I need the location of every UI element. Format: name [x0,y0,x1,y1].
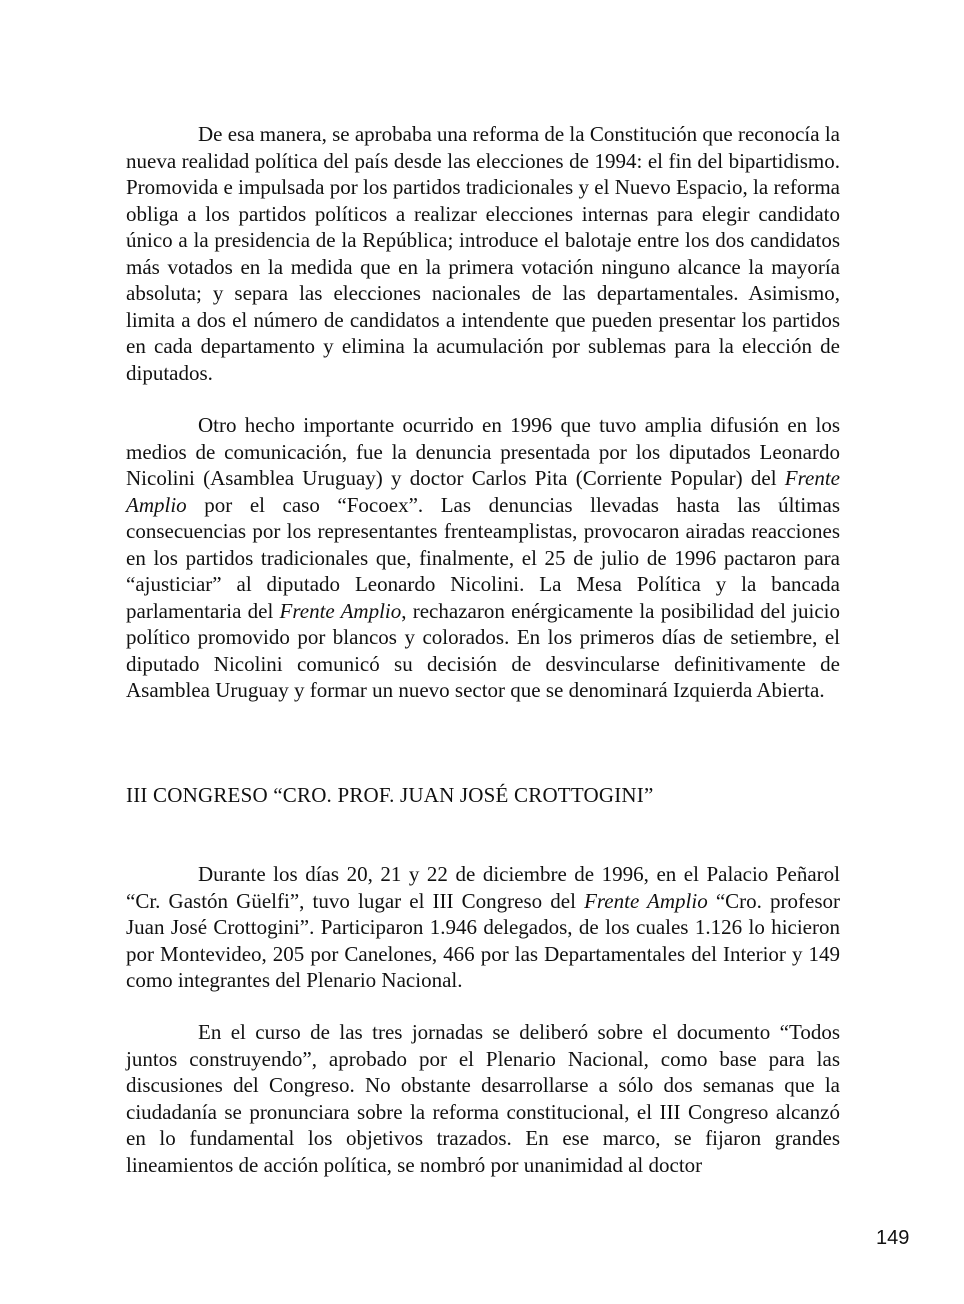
paragraph-jornadas [126,1019,840,1178]
section-heading: III CONGRESO “CRO. PROF. JUAN JOSÉ CROTTOGINI” [126,783,654,807]
text-run: , rechazaron enérgicamente la posibilidad del juicio político promovido por blancos y colorados. En los primeros días de setiembre, el diputado Nicolini comunicó su decisión de desvincularse definitivamente de Asamblea Uruguay y formar un nuevo sector que se denominará Izquierda Abierta. [126,598,840,702]
paragraph-text: De esa manera, se aprobaba una reforma de la Constitución que reconocía la nueva realidad política del país desde las elecciones de 1994: el fin del bipartidismo. Promovida e impulsada por los partidos tradicionales y el Nuevo Espacio, la reforma obliga a los partidos políticos a realizar elecciones internas para elegir candidato único a la presidencia de la República; introduce el balotaje entre los dos candidatos más votados en la medida que en la primera votación ninguno alcance la mayoría absoluta; y separa las elecciones nacionales de las departamentales. Asimismo, limita a dos el número de candidatos a intendente que pueden presentar los partidos en cada departamento y elimina la acumulación por sublemas para la elección de diputados. [126,122,840,385]
italic-party-name: Frente Amplio [279,598,402,623]
paragraph-caso-focoex [126,412,840,704]
text-run: Otro hecho importante ocurrido en 1996 que tuvo amplia difusión en los medios de comunicación, fue la denuncia presentada por los diputados Leonardo Nicolini (Asamblea Uruguay) y doctor Carlos Pita (Corriente Popular) del [126,413,840,490]
italic-party-name: Frente Amplio [584,888,708,913]
text-run: por el caso “Focoex”. Las denuncias llevadas hasta las últimas consecuencias por los representantes frenteamplistas, provocaron airadas reacciones en los partidos tradicionales que, finalmente, el 25 de julio de 1996 pactaron para “ajusticiar” al diputado Leonardo Nicolini. La Mesa Política y la bancada parlamentaria del [126,492,840,623]
paragraph-iii-congreso [126,861,840,994]
paragraph-text: En el curso de las tres jornadas se deliberó sobre el documento “Todos juntos construyendo”, aprobado por el Plenario Nacional, como base para las discusiones del Congreso. No obstante desarrollarse a sólo dos semanas que la ciudadanía se pronunciara sobre la reforma constitucional, el III Congreso alcanzó en lo fundamental los objetivos trazados. En ese marco, se fijaron grandes lineamientos de acción política, se nombró por unanimidad al doctor [126,1020,840,1177]
text-run: “Cro. profesor Juan José Crottogini”. Participaron 1.946 delegados, de los cuales 1.126 lo hicieron por Montevideo, 205 por Canelones, 466 por las Departamentales del Interior y 149 como integrantes del Plenario Nacional. [126,888,841,992]
italic-party-name: Frente Amplio [126,466,840,517]
text-run: Durante los días 20, 21 y 22 de diciembre de 1996, en el Palacio Peñarol “Cr. Gastón Güelfi”, tuvo lugar el III Congreso del [126,862,840,913]
page-number: 149 [876,1227,910,1249]
paragraph-reforma-constitucional [126,121,840,386]
paragraph-text [126,412,840,704]
paragraph-text [126,861,840,994]
